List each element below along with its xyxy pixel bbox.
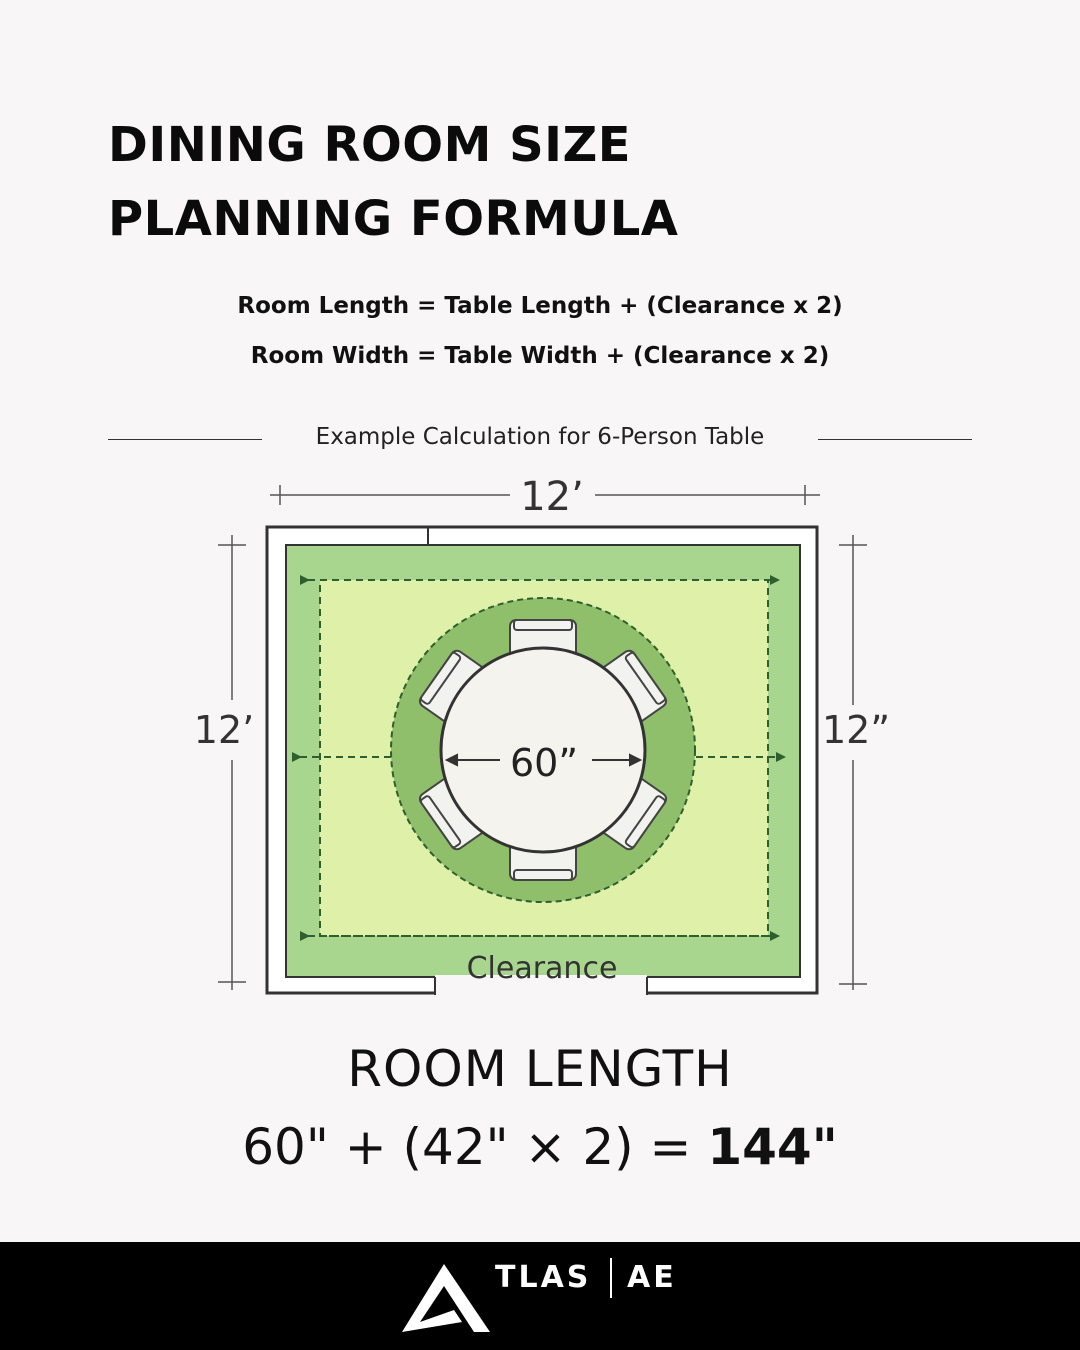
- room-length-heading: ROOM LENGTH: [347, 1040, 733, 1098]
- room-length-formula: Room Length = Table Length + (Clearance x 2): [237, 293, 843, 319]
- title-line-2: PLANNING FORMULA: [108, 191, 679, 247]
- footer-bar: [0, 1242, 1080, 1350]
- example-caption: Example Calculation for 6-Person Table: [315, 424, 765, 450]
- room-length-equation: [0, 1118, 1080, 1176]
- logo-separator: [610, 1258, 612, 1298]
- divider-right: [818, 439, 972, 440]
- top-dimension-label: 12’: [520, 474, 584, 520]
- title-line-1: DINING ROOM SIZE: [108, 117, 632, 173]
- logo-text-atlas: TLAS: [495, 1260, 592, 1295]
- clearance-label: Clearance: [466, 951, 618, 986]
- equation-result: 144": [707, 1118, 838, 1176]
- left-dimension-line: [218, 535, 246, 990]
- left-dimension-label: 12’: [193, 708, 255, 752]
- table-diameter-label: 60”: [509, 741, 579, 785]
- logo-text-ae: AE: [627, 1260, 677, 1295]
- right-dimension-line: [839, 535, 867, 990]
- right-dimension-label: 12”: [821, 708, 891, 752]
- floor-plan-diagram: [180, 470, 900, 1015]
- divider-left: [108, 439, 262, 440]
- room-width-formula: Room Width = Table Width + (Clearance x 2): [250, 343, 830, 369]
- page-title: [108, 108, 678, 256]
- equation-prefix: 60" + (42" × 2) =: [242, 1118, 708, 1176]
